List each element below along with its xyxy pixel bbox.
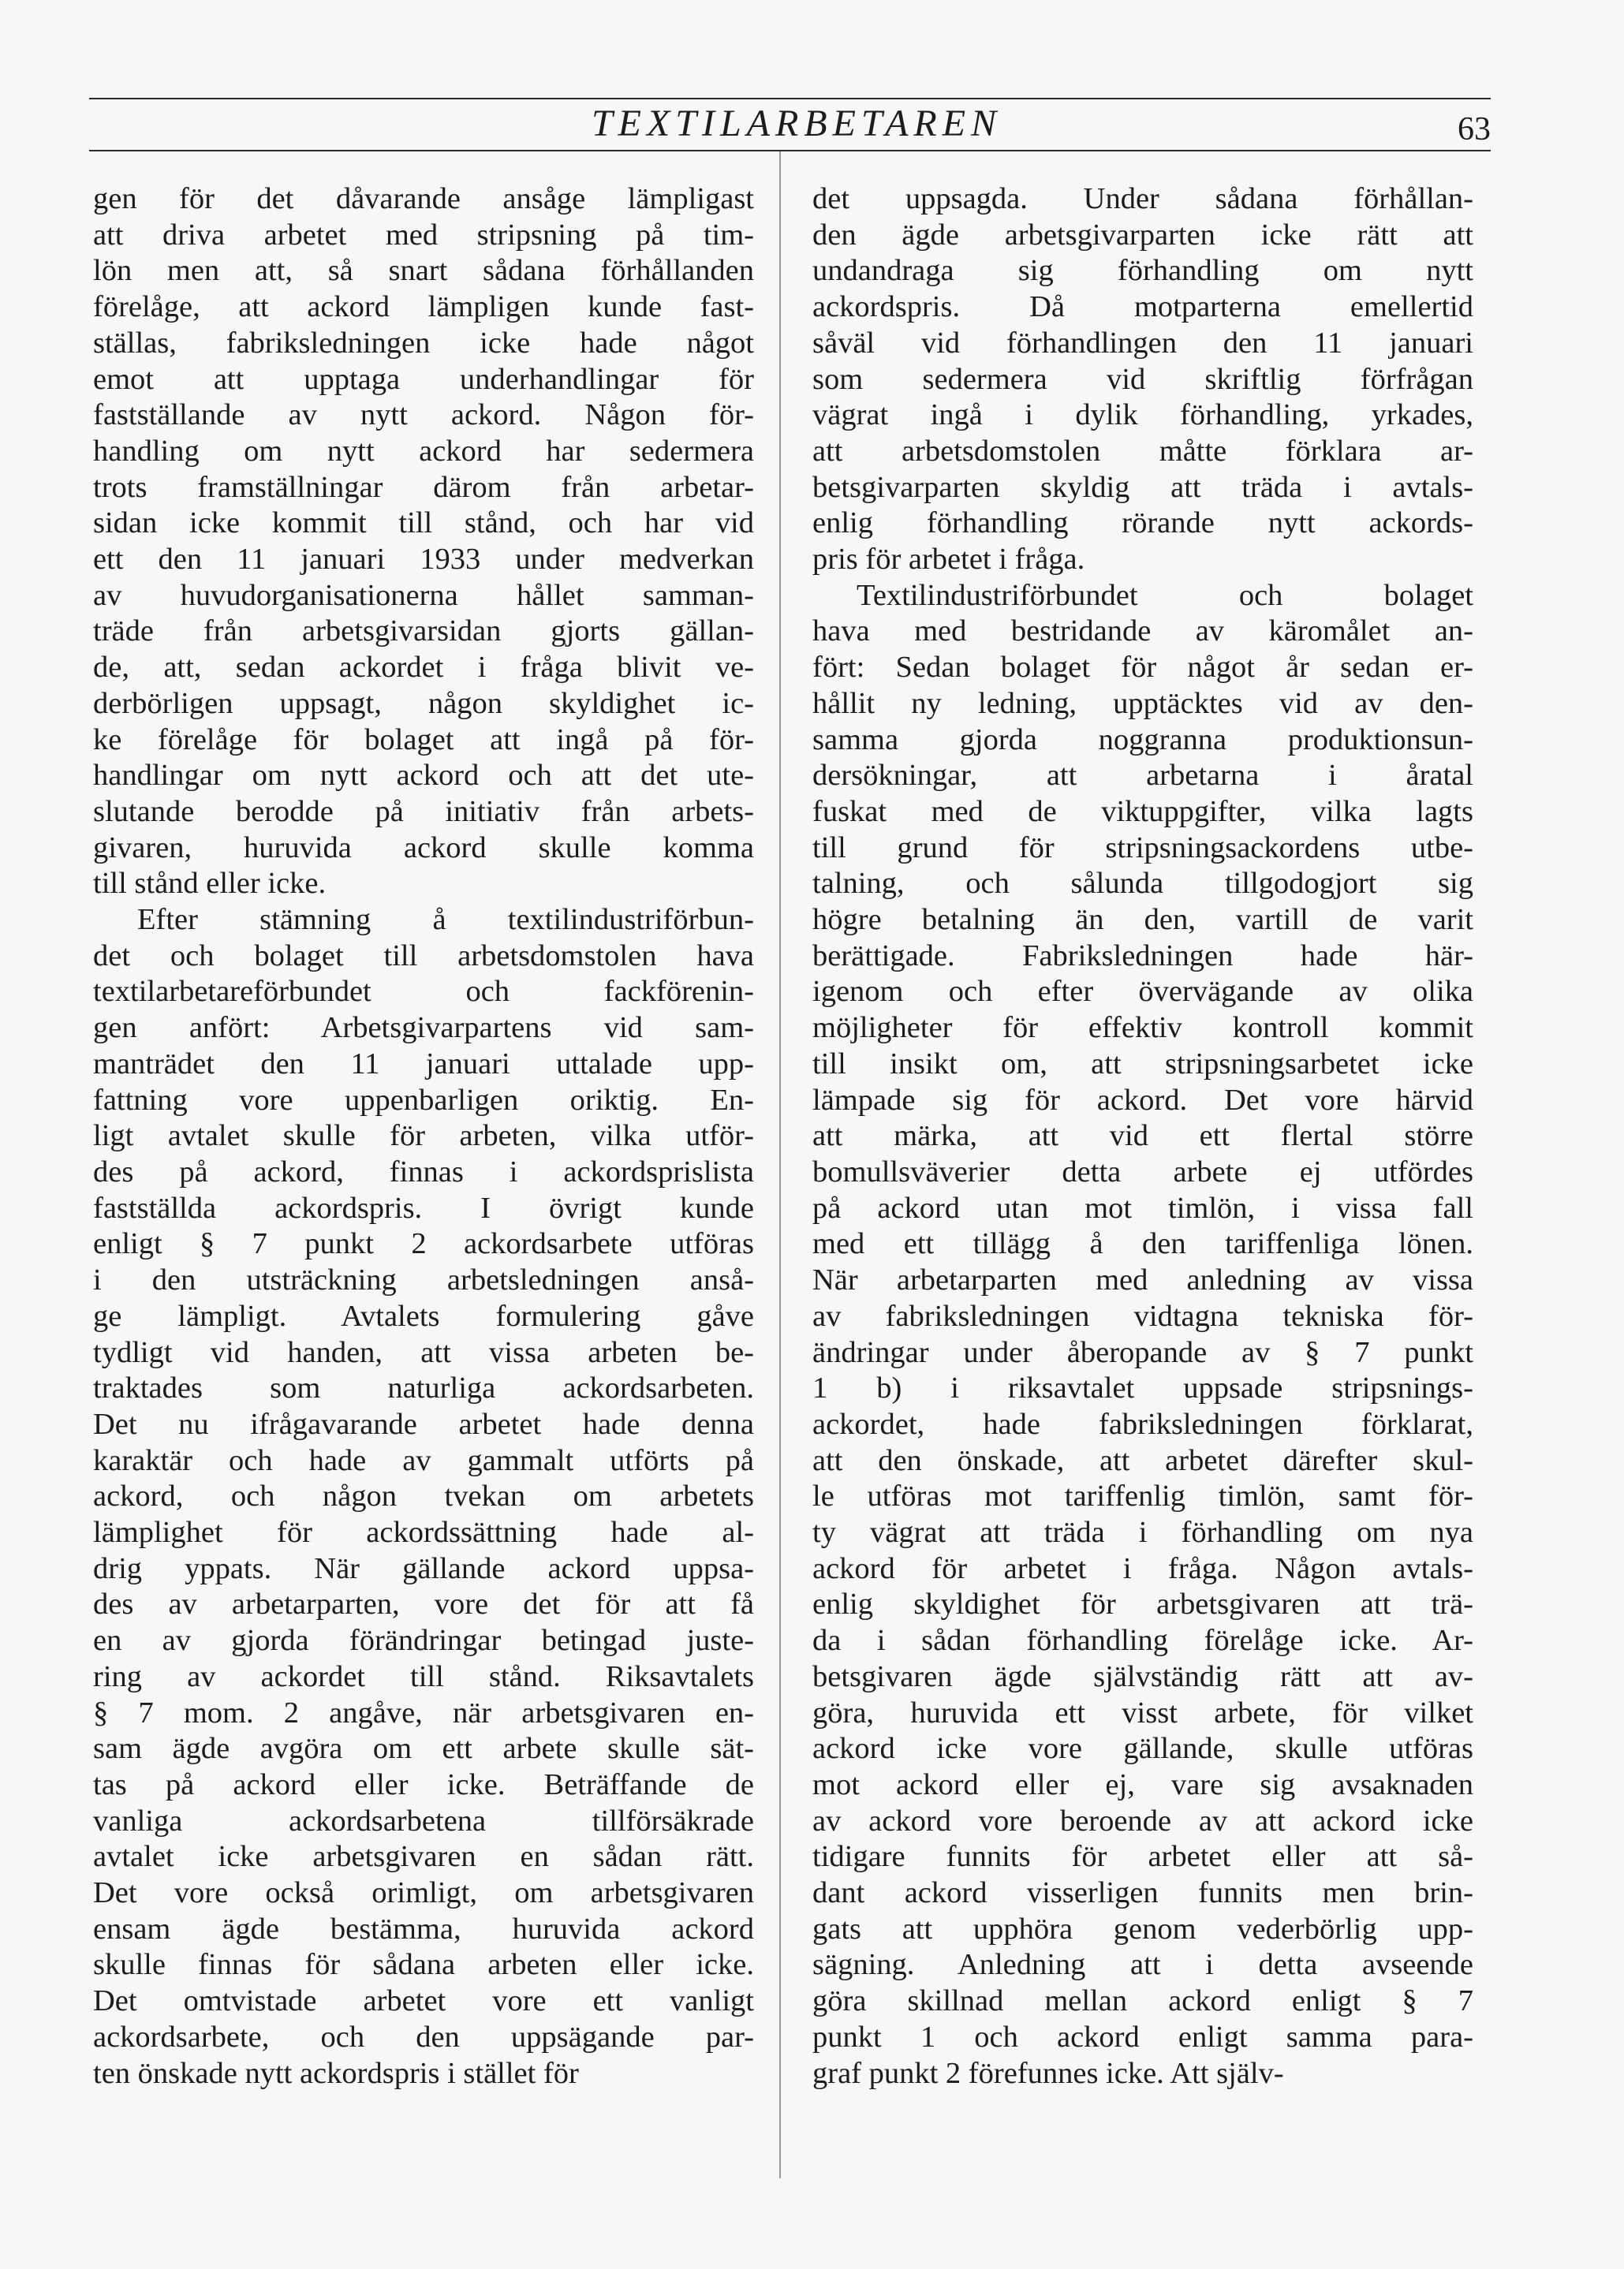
text-line: textilarbetareförbundet och fackförenin- — [93, 975, 754, 1009]
text-line: dersökningar, att arbetarna i åratal — [812, 759, 1473, 793]
text-line: hava med bestridande av käromålet an- — [812, 614, 1473, 648]
text-line: ackordet, hade fabriksledningen förklarat, — [812, 1407, 1473, 1441]
text-line: gats att upphöra genom vederbörlig upp- — [812, 1912, 1473, 1946]
text-line: Textilindustriförbundet och bolaget — [857, 578, 1473, 612]
text-line: med ett tillägg å den tariffenliga lönen. — [812, 1227, 1473, 1261]
text-line: derbörligen uppsagt, någon skyldighet ic- — [93, 686, 754, 720]
text-line: tidigare funnits för arbetet eller att så- — [812, 1840, 1473, 1874]
text-line: manträdet den 11 januari uttalade upp- — [93, 1047, 754, 1080]
text-line: des av arbetarparten, vore det för att få — [93, 1588, 754, 1622]
text-line: sägning. Anledning att i detta avseende — [812, 1948, 1473, 1982]
page-number: 63 — [1458, 111, 1491, 147]
text-line: samma gjorda noggranna produktionsun- — [812, 722, 1473, 756]
text-line: fört: Sedan bolaget för något år sedan er- — [812, 651, 1473, 685]
text-line: mot ackord eller ej, vare sig avsaknaden — [812, 1767, 1473, 1801]
text-line: punkt 1 och ackord enligt samma para- — [812, 2020, 1473, 2054]
text-line: bomullsväverier detta arbete ej utfördes — [812, 1155, 1473, 1189]
text-line: § 7 mom. 2 angåve, när arbetsgivaren en- — [93, 1696, 754, 1730]
text-line: ten önskade nytt ackordspris i stället för — [93, 2056, 579, 2090]
text-line: sidan icke kommit till stånd, och har vid — [93, 506, 754, 540]
text-line: ackordsarbete, och den uppsägande par- — [93, 2020, 754, 2054]
text-line: som sedermera vid skriftlig förfrågan — [812, 362, 1473, 396]
text-line: traktades som naturliga ackordsarbeten. — [93, 1371, 754, 1405]
text-line: fattning vore uppenbarligen oriktig. En- — [93, 1083, 754, 1117]
text-line: på ackord utan mot timlön, i vissa fall — [812, 1191, 1473, 1225]
text-line: handlingar om nytt ackord och att det ute- — [93, 759, 754, 793]
text-line: ackord icke vore gällande, skulle utföras — [812, 1732, 1473, 1766]
text-line: enligt § 7 punkt 2 ackordsarbete utföras — [93, 1227, 754, 1261]
text-line: ackord för arbetet i fråga. Någon avtals- — [812, 1551, 1473, 1585]
text-line: till grund för stripsningsackordens utbe- — [812, 830, 1473, 864]
text-line: hållit ny ledning, upptäcktes vid av den- — [812, 686, 1473, 720]
text-line: dant ackord visserligen funnits men brin- — [812, 1876, 1473, 1910]
text-line: När arbetarparten med anledning av vissa — [812, 1263, 1473, 1297]
text-line: möjligheter för effektiv kontroll kommit — [812, 1011, 1473, 1045]
text-line: betsgivaren ägde självständig rätt att av- — [812, 1659, 1473, 1693]
text-line: till stånd eller icke. — [93, 867, 327, 901]
text-line: fuskat med de viktuppgifter, vilka lagts — [812, 794, 1473, 828]
text-line: avtalet icke arbetsgivaren en sådan rätt. — [93, 1840, 754, 1874]
column-divider — [779, 151, 781, 2178]
text-line: i den utsträckning arbetsledningen anså- — [93, 1263, 754, 1297]
text-line: graf punkt 2 förefunnes icke. Att själv- — [812, 2056, 1284, 2090]
text-line: gen anfört: Arbetsgivarpartens vid sam- — [93, 1011, 754, 1045]
text-line: givaren, huruvida ackord skulle komma — [93, 830, 754, 864]
text-line: emot att upptaga underhandlingar för — [93, 362, 754, 396]
text-line: lämpade sig för ackord. Det vore härvid — [812, 1083, 1473, 1117]
text-line: att den önskade, att arbetet därefter skul- — [812, 1443, 1473, 1477]
text-line: des på ackord, finnas i ackordsprislista — [93, 1155, 754, 1189]
text-line: enlig förhandling rörande nytt ackords- — [812, 506, 1473, 540]
text-line: ty vägrat att träda i förhandling om nya — [812, 1516, 1473, 1550]
text-line: ring av ackordet till stånd. Riksavtalets — [93, 1659, 754, 1693]
text-line: ett den 11 januari 1933 under medverkan — [93, 543, 754, 577]
text-line: drig yppats. När gällande ackord uppsa- — [93, 1551, 754, 1585]
text-line: av huvudorganisationerna hållet samman- — [93, 578, 754, 612]
text-line: igenom och efter övervägande av olika — [812, 975, 1473, 1009]
text-line: skulle finnas för sådana arbeten eller icke. — [93, 1948, 754, 1982]
text-line: lämplighet för ackordssättning hade al- — [93, 1516, 754, 1550]
text-line: le utföras mot tariffenlig timlön, samt för- — [812, 1480, 1473, 1513]
text-line: ke förelåge för bolaget att ingå på för- — [93, 722, 754, 756]
text-line: fastställande av nytt ackord. Någon för- — [93, 398, 754, 432]
text-line: handling om nytt ackord har sedermera — [93, 434, 754, 468]
text-line: den ägde arbetsgivarparten icke rätt att — [812, 218, 1473, 252]
text-line: talning, och sålunda tillgodogjort sig — [812, 867, 1473, 901]
text-line: pris för arbetet i fråga. — [812, 543, 1085, 577]
text-line: till insikt om, att stripsningsarbetet icke — [812, 1047, 1473, 1080]
text-line: en av gjorda förändringar betingad juste- — [93, 1624, 754, 1658]
text-line: vanliga ackordsarbetena tillförsäkrade — [93, 1804, 754, 1838]
text-line: tas på ackord eller icke. Beträffande de — [93, 1767, 754, 1801]
text-line: lön men att, så snart sådana förhållanden — [93, 254, 754, 288]
text-line: 1 b) i riksavtalet uppsade stripsnings- — [812, 1371, 1473, 1405]
text-line: göra skillnad mellan ackord enligt § 7 — [812, 1984, 1473, 2018]
text-line: det och bolaget till arbetsdomstolen hava — [93, 939, 754, 972]
text-line: förelåge, att ackord lämpligen kunde fast- — [93, 290, 754, 324]
text-line: att arbetsdomstolen måtte förklara ar- — [812, 434, 1473, 468]
text-line: berättigade. Fabriksledningen hade här- — [812, 939, 1473, 972]
text-line: de, att, sedan ackordet i fråga blivit ve- — [93, 651, 754, 685]
text-line: träde från arbetsgivarsidan gjorts gällan- — [93, 614, 754, 648]
text-line: trots framställningar därom från arbetar- — [93, 470, 754, 504]
text-line: att driva arbetet med stripsning på tim- — [93, 218, 754, 252]
text-line: ligt avtalet skulle för arbeten, vilka utför- — [93, 1119, 754, 1153]
text-line: göra, huruvida ett visst arbete, för vilket — [812, 1696, 1473, 1730]
text-line: ställas, fabriksledningen icke hade något — [93, 326, 754, 360]
running-title: TEXTILARBETAREN — [591, 103, 1002, 144]
text-line: det uppsagda. Under sådana förhållan- — [812, 182, 1473, 215]
text-line: Det omtvistade arbetet vore ett vanligt — [93, 1984, 754, 2018]
text-line: vägrat ingå i dylik förhandling, yrkades, — [812, 398, 1473, 432]
text-line: av fabriksledningen vidtagna tekniska för- — [812, 1299, 1473, 1333]
text-line: Det nu ifrågavarande arbetet hade denna — [93, 1407, 754, 1441]
text-line: sam ägde avgöra om ett arbete skulle sät- — [93, 1732, 754, 1766]
right-text-column — [812, 181, 1473, 2092]
text-line: undandraga sig förhandling om nytt — [812, 254, 1473, 288]
header-rule-bottom — [89, 150, 1491, 151]
text-line: att märka, att vid ett flertal större — [812, 1119, 1473, 1153]
text-line: ackord, och någon tvekan om arbetets — [93, 1480, 754, 1513]
text-line: enlig skyldighet för arbetsgivaren att trä- — [812, 1588, 1473, 1622]
text-line: ändringar under åberopande av § 7 punkt — [812, 1335, 1473, 1369]
text-line: tydligt vid handen, att vissa arbeten be- — [93, 1335, 754, 1369]
text-line: fastställda ackordspris. I övrigt kunde — [93, 1191, 754, 1225]
text-line: Efter stämning å textilindustriförbun- — [137, 903, 754, 937]
left-text-column — [93, 181, 754, 2092]
text-line: da i sådan förhandling förelåge icke. Ar- — [812, 1624, 1473, 1658]
text-line: ge lämpligt. Avtalets formulering gåve — [93, 1299, 754, 1333]
text-line: Det vore också orimligt, om arbetsgivaren — [93, 1876, 754, 1910]
text-line: slutande berodde på initiativ från arbets- — [93, 794, 754, 828]
text-line: såväl vid förhandlingen den 11 januari — [812, 326, 1473, 360]
text-line: av ackord vore beroende av att ackord icke — [812, 1804, 1473, 1838]
text-line: gen för det dåvarande ansåge lämpligast — [93, 182, 754, 215]
text-line: betsgivarparten skyldig att träda i avtals- — [812, 470, 1473, 504]
text-line: ackordspris. Då motparterna emellertid — [812, 290, 1473, 324]
text-line: karaktär och hade av gammalt utförts på — [93, 1443, 754, 1477]
text-line: högre betalning än den, vartill de varit — [812, 903, 1473, 937]
text-line: ensam ägde bestämma, huruvida ackord — [93, 1912, 754, 1946]
